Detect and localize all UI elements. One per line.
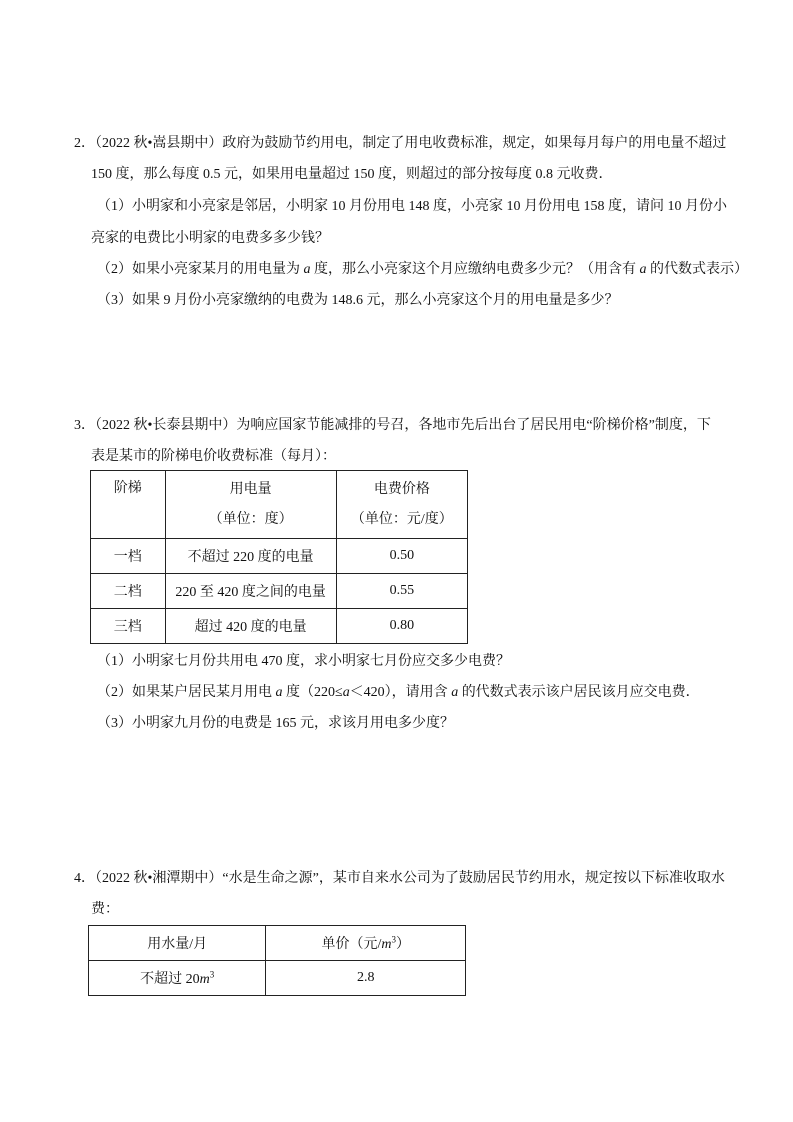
q3-stem-line2: 表是某市的阶梯电价收费标准（每月）： — [91, 449, 336, 464]
table-row — [89, 961, 466, 996]
q4-stem-line1: 4．（2022 秋•湘潭期中）“水是生命之源”，某市自来水公司为了鼓励居民节约用水，规定按以下标准收取水 — [74, 871, 725, 886]
q4-stem-line2: 费： — [91, 902, 119, 917]
water-price-table — [88, 925, 466, 996]
q3-part3: （3）小明家九月份的电费是 165 元，求该月用电多少度？ — [97, 716, 454, 731]
table-row — [91, 609, 468, 644]
table-header-row — [91, 471, 468, 539]
q2-part1-line1: （1）小明家和小亮家是邻居，小明家 10 月份用电 148 度，小亮家 10 月份用电 158 度，请问 10 月份小 — [97, 199, 727, 214]
usage-cell: 220 至 420 度之间的电量 — [165, 574, 336, 609]
q2-part2: （2）如果小亮家某月的用电量为 a 度，那么小亮家这个月应缴纳电费多少元？（用含有 a 的代数式表示） — [97, 262, 748, 277]
tier-cell: 三档 — [91, 609, 166, 644]
usage-cell: 不超过 $20m^3$ — [89, 961, 266, 996]
price-cell: 0.80 — [336, 609, 467, 644]
table-row — [91, 539, 468, 574]
q3-stem-line1: 3．（2022 秋•长泰县期中）为响应国家节能减排的号召，各地市先后出台了居民用电“阶梯价格”制度，下 — [74, 418, 711, 433]
usage-cell: 不超过 220 度的电量 — [165, 539, 336, 574]
header-tier: 阶梯 — [91, 471, 166, 539]
q3-part2: （2）如果某户居民某月用电 a 度（220≤a＜420），请用含 a 的代数式表示该户居民该月应交电费． — [97, 685, 700, 700]
q2-part1-line2: 亮家的电费比小明家的电费多多少钱？ — [91, 231, 329, 246]
tiered-price-table — [90, 470, 468, 644]
q2-stem-line1: 2．（2022 秋•嵩县期中）政府为鼓励节约用电，制定了用电收费标准，规定，如果每月每户的用电量不超过 — [74, 136, 727, 151]
tier-cell: 一档 — [91, 539, 166, 574]
header-water-usage: 用水量/月 — [89, 926, 266, 961]
tier-cell: 二档 — [91, 574, 166, 609]
q3-part1: （1）小明家七月份共用电 470 度，求小明家七月份应交多少电费？ — [97, 654, 510, 669]
header-unit-price: 单价（元$/m^3$） — [266, 926, 466, 961]
table-header-row — [89, 926, 466, 961]
header-price: 电费价格 （单位：元/度） — [336, 471, 467, 539]
price-cell: 2.8 — [266, 961, 466, 996]
price-cell: 0.50 — [336, 539, 467, 574]
table-row — [91, 574, 468, 609]
header-usage: 用电量 （单位：度） — [165, 471, 336, 539]
q2-stem-line2: 150 度，那么每度 0.5 元，如果用电量超过 150 度，则超过的部分按每度 0.8 元收费． — [91, 167, 613, 182]
price-cell: 0.55 — [336, 574, 467, 609]
q2-part3: （3）如果 9 月份小亮家缴纳的电费为 148.6 元，那么小亮家这个月的用电量是多少？ — [97, 293, 619, 308]
usage-cell: 超过 420 度的电量 — [165, 609, 336, 644]
